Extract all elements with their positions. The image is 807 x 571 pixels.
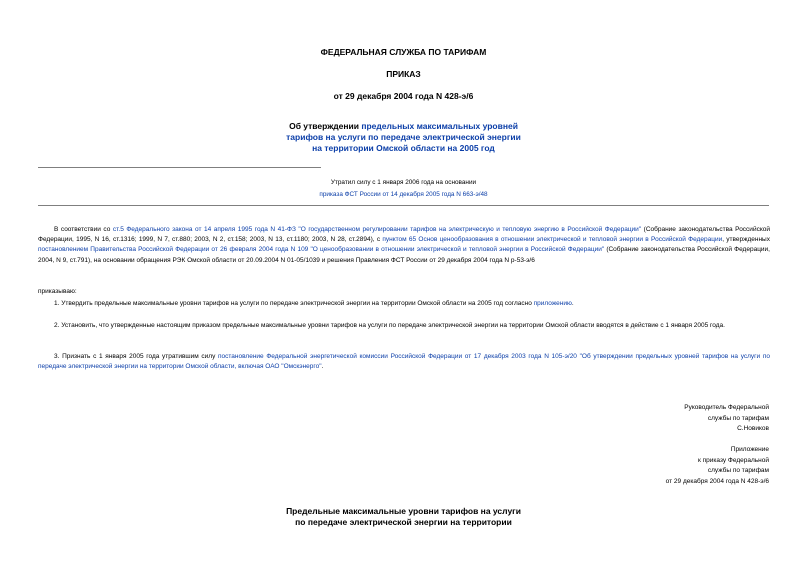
preamble-text-3: , утвержденных [722, 236, 770, 244]
signature-line-2: службы по тарифам [707, 414, 769, 422]
fek-resolution-link[interactable]: постановление Федеральной энергетической комиссии Российской Федерации от 17 декабря 2003 года N 105-э/20 "Об утверждении предельных уровней тарифов на услуги по передаче электрической энергии на территории Омской области, включая ОАО "Омскэнерго" [38, 353, 770, 371]
signature-line-1: Руководитель Федеральной [684, 404, 769, 411]
appendix-line-4: от 29 декабря 2004 года N 428-э/6 [665, 477, 769, 485]
doc-type-heading: ПРИКАЗ [386, 69, 421, 79]
title-prefix: Об утверждении [289, 121, 362, 131]
government-resolution-link[interactable]: постановлением Правительства Российской Федерации от 26 февраля 2004 года N 109 "О ценообразовании в отношении электрической и тепловой энергии в Российской Федерации" [38, 246, 605, 254]
preamble-text-4: (Собрание законодательства Российской Федерации, 2004, N 9, ст.791), на основании обращения РЭК Омской области от 20.09.2004 N 01-05/1039 и решения Правления ФСТ России от 29 декабря 2004 года N р-53-э/6 [38, 246, 770, 264]
preamble-text-1: В соответствии со [54, 226, 113, 233]
appendix-title-line-2: по передаче электрической энергии на территории [295, 517, 512, 527]
title-link-line3[interactable]: на территории Омской области на 2005 год [312, 143, 495, 153]
signature-block [684, 403, 769, 435]
item-1 [38, 299, 770, 309]
status-note-text: Утратил силу с 1 января 2006 года на основании [330, 179, 477, 186]
appendix-title [0, 506, 807, 528]
divider-full [38, 205, 769, 206]
divider-short [38, 167, 321, 168]
federal-law-link[interactable]: ст.5 Федерального закона от 14 апреля 1995 года N 41-ФЗ "О государственном регулировании тарифов на электрическую и тепловую энергию в Российской Федерации" [112, 226, 642, 233]
signature-line-3: С.Новиков [737, 425, 769, 432]
title-link-line1[interactable]: предельных максимальных уровней [361, 121, 518, 131]
doc-date-number: от 29 декабря 2004 года N 428-э/6 [333, 91, 474, 101]
preamble-text-2: (Собрание законодательства Российской Федерации, 1995, N 16, ст.1316; 1999, N 7, ст.880; 2003, N 2, ст.158; 2003, N 13, ст.1180; 2003, N 28, ст.2894), с [38, 226, 770, 244]
pricing-basics-link[interactable]: пунктом 65 Основ ценообразования в отношении электрической и тепловой энергии в Российской Федерации [382, 236, 723, 244]
appendix-link[interactable]: приложению [533, 300, 572, 307]
appendix-line-3: службы по тарифам [707, 467, 769, 474]
item-1-text: 1. Утвердить предельные максимальные уровни тарифов на услуги по передаче электрической энергии на территории Омской области на 2005 год согласно [54, 300, 534, 307]
status-note-link-row [0, 190, 807, 200]
appendix-title-line-1: Предельные максимальные уровни тарифов на услуги [286, 506, 521, 516]
appendix-line-2: к приказу Федеральной [698, 456, 769, 464]
appendix-header-block [666, 445, 769, 487]
item-3-text: 3. Признать с 1 января 2005 года утратившим силу [54, 353, 218, 360]
order-word: приказываю: [38, 288, 77, 295]
item-3 [38, 352, 770, 372]
preamble-paragraph [38, 225, 770, 266]
repeal-order-link[interactable]: приказа ФСТ России от 14 декабря 2005 года N 663-э/48 [319, 191, 488, 198]
item-3-end: . [321, 363, 324, 371]
agency-heading: ФЕДЕРАЛЬНАЯ СЛУЖБА ПО ТАРИФАМ [320, 47, 487, 57]
item-2 [38, 321, 770, 331]
appendix-line-1: Приложение [730, 446, 769, 453]
document-title [0, 121, 807, 154]
item-1-end: . [571, 300, 574, 307]
title-link-line2[interactable]: тарифов на услуги по передаче электрической энергии [286, 132, 521, 142]
item-2-text: 2. Установить, что утвержденные настоящим приказом предельные максимальные уровни тарифов на услуги по передаче электрической энергии на территории Омской области вводятся в действие с 1 января 2005 года. [54, 322, 725, 329]
